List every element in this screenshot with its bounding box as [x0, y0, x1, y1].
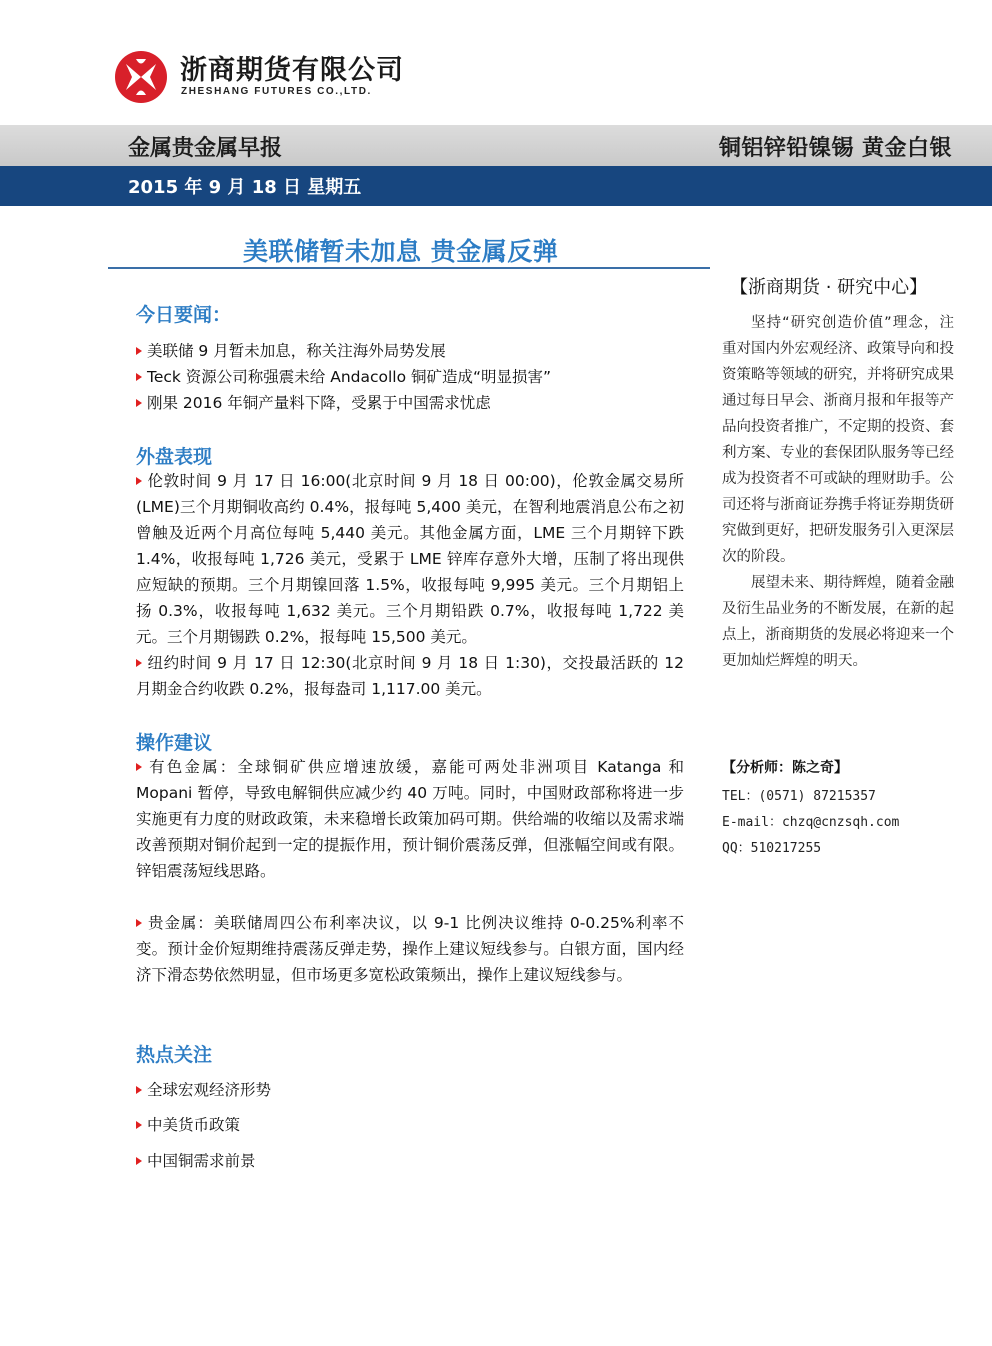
bullet-arrow-icon: [136, 373, 142, 381]
company-name-cn: 浙商期货有限公司: [180, 55, 404, 86]
bullet-arrow-icon: [136, 1157, 142, 1165]
title-divider: [108, 267, 710, 269]
analyst-email: E-mail：chzq@cnzsqh.com: [722, 815, 900, 830]
news-item: Teck 资源公司称强震未给 Andacollo 铜矿造成“明显损害”: [136, 364, 684, 390]
covered-metals: 铜铝锌铅镍锡 黄金白银: [718, 136, 952, 161]
analyst-name: 【分析师：陈之奇】: [722, 760, 848, 776]
focus-item: 中国铜需求前景: [136, 1148, 684, 1174]
date-band: [0, 166, 992, 206]
section-heading-advice: 操作建议: [136, 732, 213, 754]
sidebar-heading: 【浙商期货 · 研究中心】: [730, 277, 928, 298]
bullet-arrow-icon: [136, 477, 142, 485]
news-item: 刚果 2016 年铜产量料下降，受累于中国需求忧虑: [136, 390, 684, 416]
company-name-en: ZHESHANG FUTURES CO.,LTD.: [181, 86, 372, 97]
focus-item: 全球宏观经济形势: [136, 1077, 684, 1103]
bullet-arrow-icon: [136, 1121, 142, 1129]
section-heading-news: 今日要闻：: [136, 304, 232, 326]
market-item: 伦敦时间 9 月 17 日 16:00(北京时间 9 月 18 日 00:00)，伦敦金属交易所(LME)三个月期铜收高约 0.4%，报每吨 5,400 美元，在智利地震消息公布之初曾触及近两个月高位每吨 5,440 美元。其他金属方面，LME 三个月期锌下跌 1.4%，收报每吨 1,726 美元，受累于 LME 锌库存意外大增，压制了将出现供应短缺的预期。三个月期镍回落 1.5%，收报每吨 9,995 美元。三个月期铝上扬 0.3%，收报每吨 1,632 美元。三个月期铅跌 0.7%，收报每吨 1,722 美元。三个月期锡跌 0.2%，报每吨 15,500 美元。: [136, 472, 684, 646]
market-item: 纽约时间 9 月 17 日 12:30(北京时间 9 月 18 日 1:30)，交投最活跃的 12 月期金合约收跌 0.2%，报每盎司 1,117.00 美元。: [136, 654, 684, 698]
news-item: 美联储 9 月暂未加息，称关注海外局势发展: [136, 338, 684, 364]
section-heading-market: 外盘表现: [136, 446, 213, 468]
report-type-band: [0, 125, 992, 166]
section-heading-focus: 热点关注: [136, 1044, 213, 1066]
analyst-tel: TEL：(0571) 87215357: [722, 789, 876, 804]
bullet-arrow-icon: [136, 659, 142, 667]
report-title: 美联储暂未加息 贵金属反弹: [243, 237, 559, 266]
company-logo: [114, 46, 404, 106]
zheshang-logo-icon: [114, 50, 168, 104]
advice-item: 有色金属：全球铜矿供应增速放缓，嘉能可两处非洲项目 Katanga 和 Mopani 暂停，导致电解铜供应减少约 40 万吨。同时，中国财政部称将进一步实施更有力度的财政政策，未来稳增长政策加码可期。供给端的收缩以及需求端改善预期对铜价起到一定的提振作用，预计铜价震荡反弹，但涨幅空间或有限。锌铝震荡短线思路。: [136, 758, 684, 880]
bullet-arrow-icon: [136, 763, 142, 771]
analyst-qq: QQ：510217255: [722, 841, 822, 856]
report-type: 金属贵金属早报: [128, 136, 283, 161]
advice-item: 贵金属：美联储周四公布利率决议，以 9-1 比例决议维持 0-0.25%利率不变。预计金价短期维持震荡反弹走势，操作上建议短线参与。白银方面，国内经济下滑态势依然明显，但市场更多宽松政策频出，操作上建议短线参与。: [136, 914, 684, 984]
bullet-arrow-icon: [136, 347, 142, 355]
report-date: 2015 年 9 月 18 日 星期五: [128, 177, 362, 198]
sidebar-paragraph: 坚持“研究创造价值”理念，注重对国内外宏观经济、政策导向和投资策略等领域的研究，并将研究成果通过每日早会、浙商月报和年报等产品向投资者推广，不定期的投资、套利方案、专业的套保团队服务等已经成为投资者不可或缺的理财助手。公司还将与浙商证券携手将证券期货研究做到更好，把研发服务引入更深层次的阶段。: [722, 315, 954, 565]
sidebar-paragraph: 展望未来、期待辉煌，随着金融及衍生品业务的不断发展，在新的起点上，浙商期货的发展必将迎来一个更加灿烂辉煌的明天。: [722, 575, 954, 669]
bullet-arrow-icon: [136, 399, 142, 407]
sidebar-intro: [722, 310, 954, 674]
bullet-arrow-icon: [136, 1086, 142, 1094]
focus-item: 中美货币政策: [136, 1112, 684, 1138]
bullet-arrow-icon: [136, 919, 142, 927]
